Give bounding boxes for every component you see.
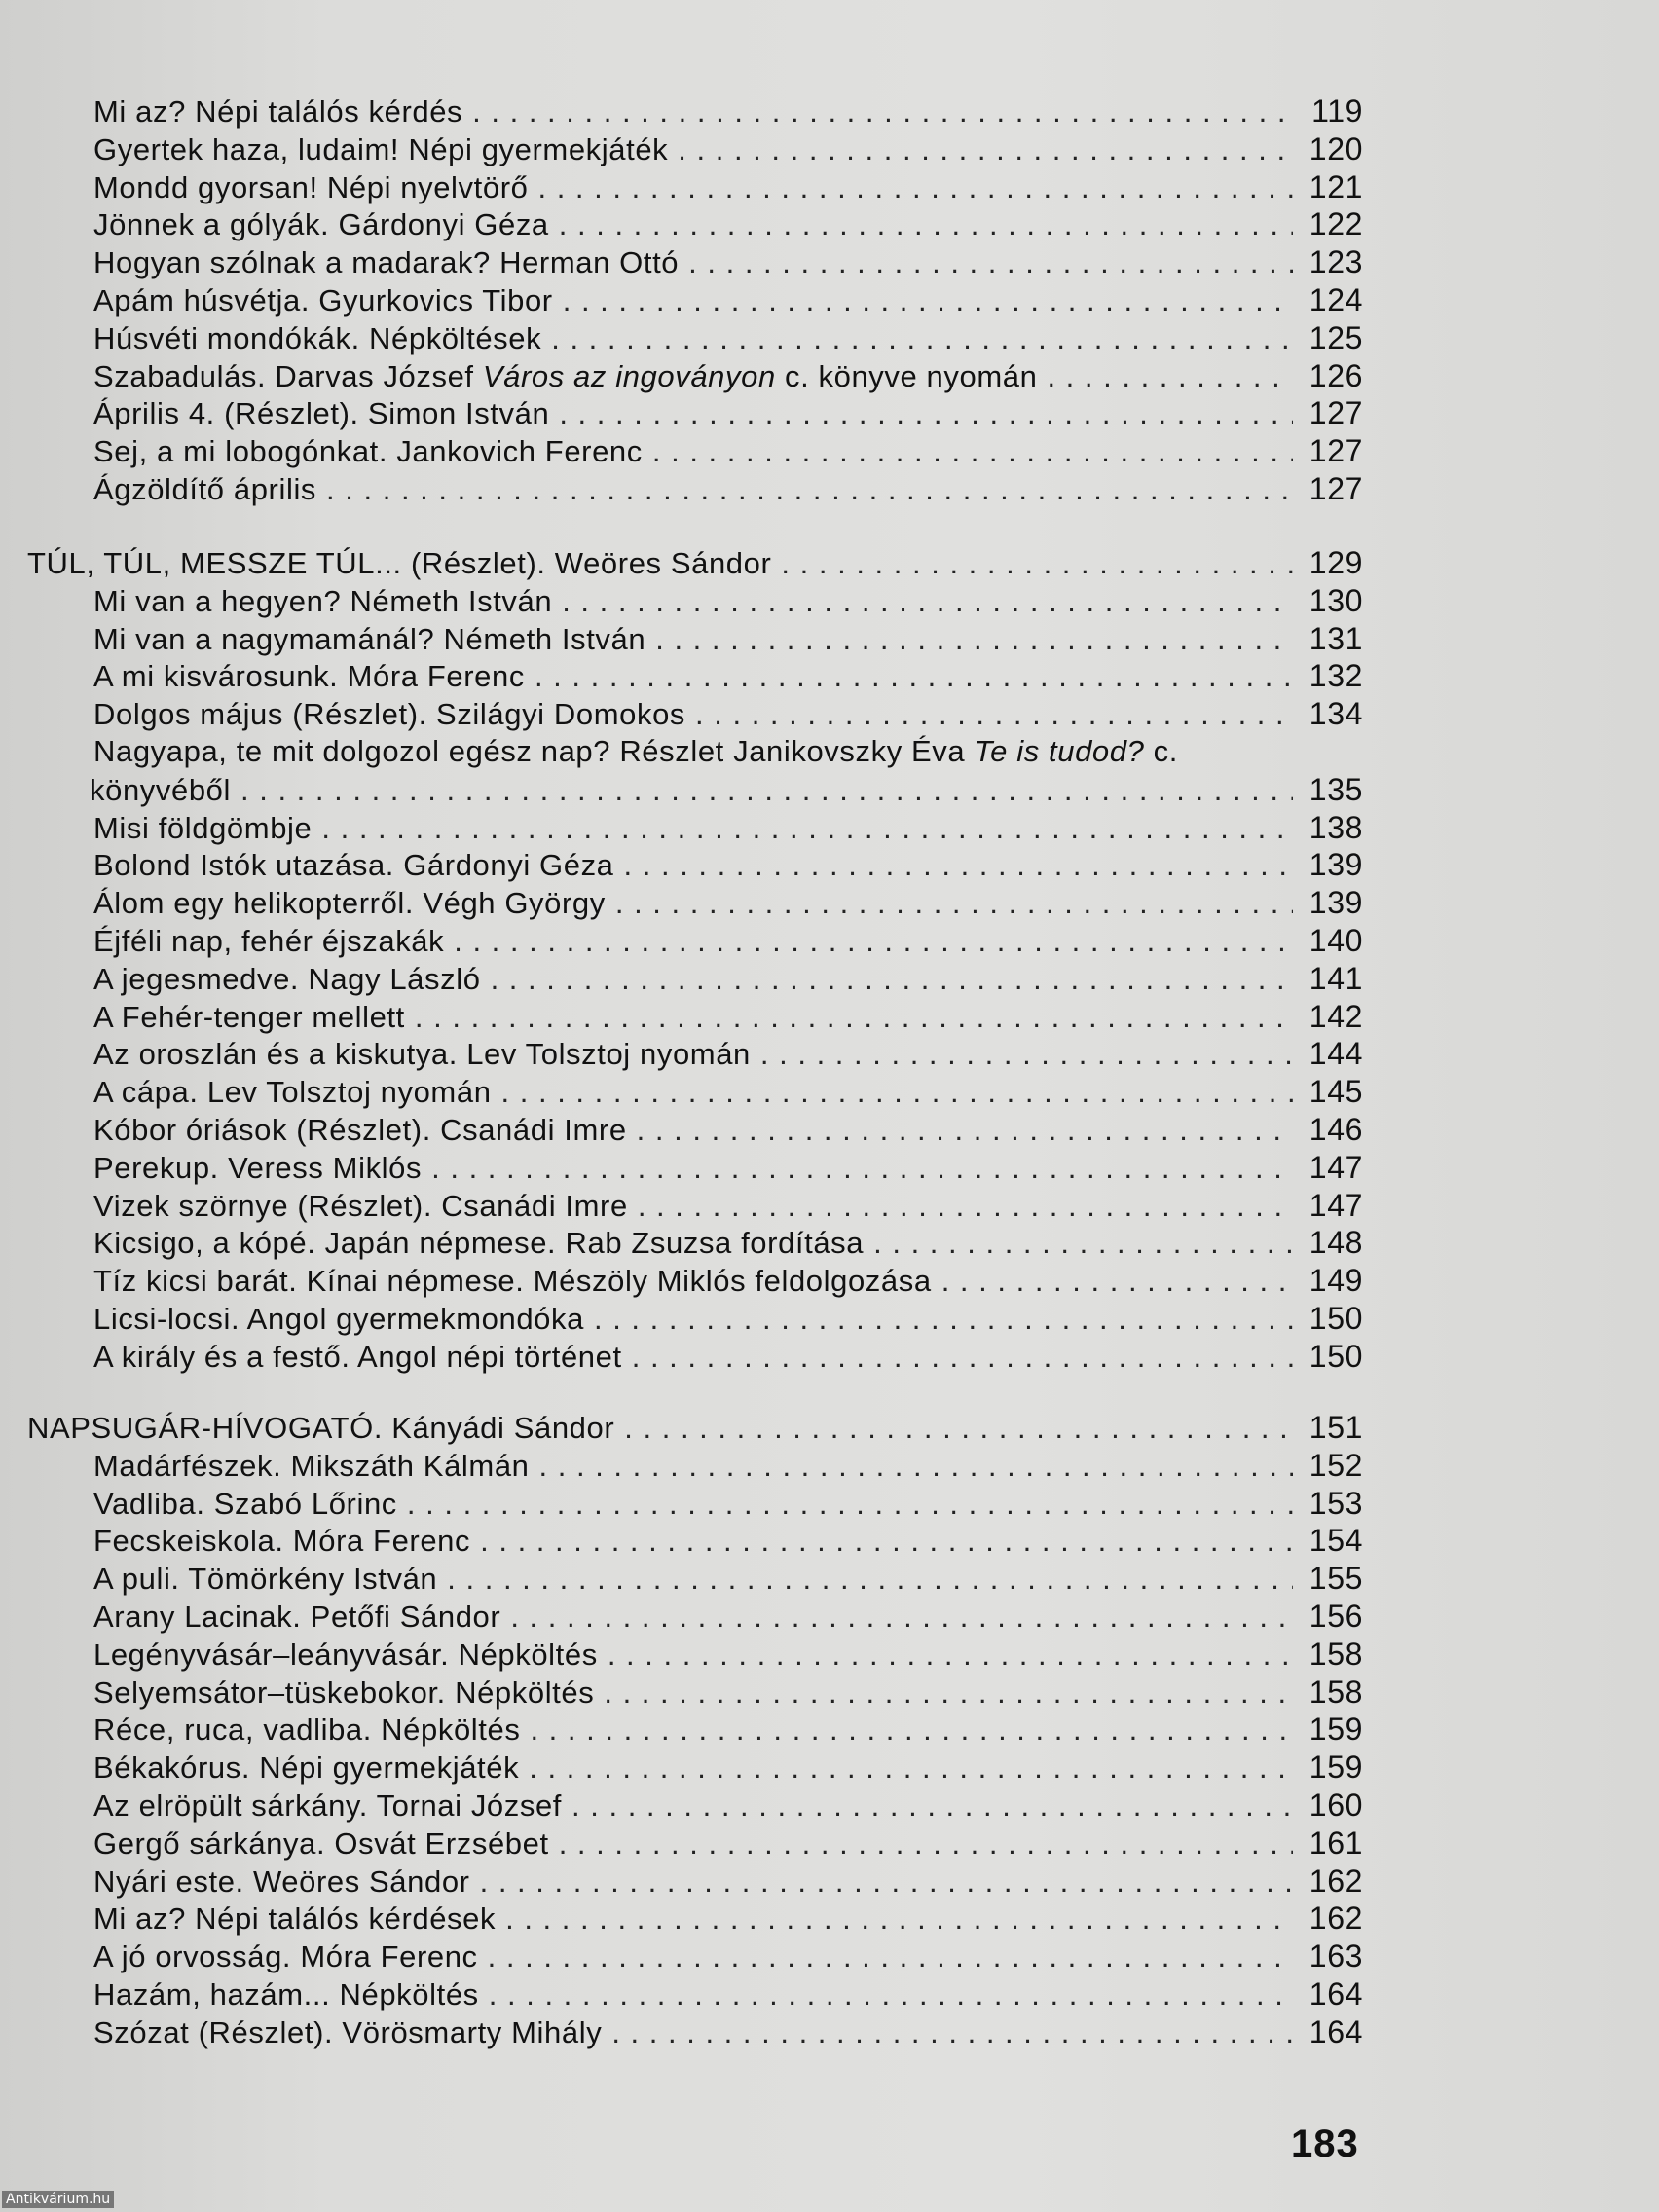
entry-title: Tíz kicsi barát. Kínai népmese. Mészöly Miklós feldolgozása bbox=[93, 1264, 932, 1299]
leader-dots bbox=[624, 1411, 1293, 1446]
entry-page-number: 127 bbox=[1309, 395, 1363, 431]
leader-dots bbox=[407, 1487, 1293, 1522]
entry-page-number: 135 bbox=[1309, 771, 1363, 807]
toc-entry bbox=[93, 885, 1363, 921]
toc-entry bbox=[93, 1339, 1363, 1375]
toc-entry bbox=[93, 1225, 1363, 1261]
entry-title: A cápa. Lev Tolsztoj nyomán bbox=[93, 1075, 492, 1110]
entry-title: Dolgos május (Részlet). Szilágyi Domokos bbox=[93, 697, 686, 732]
leader-dots bbox=[491, 962, 1293, 997]
toc-entry bbox=[93, 1599, 1363, 1635]
entry-page-number: 152 bbox=[1309, 1447, 1363, 1483]
entry-title: Az oroszlán és a kiskutya. Lev Tolsztoj nyomán bbox=[93, 1037, 751, 1072]
leader-dots bbox=[447, 1562, 1293, 1597]
entry-title: A mi kisvárosunk. Móra Ferenc bbox=[93, 659, 525, 694]
entry-title: Mi az? Népi találós kérdés bbox=[93, 94, 463, 129]
toc-entry bbox=[93, 169, 1363, 205]
toc-entry bbox=[93, 810, 1363, 846]
entry-title: A jó orvosság. Móra Ferenc bbox=[93, 1939, 478, 1974]
entry-title: Álom egy helikopterről. Végh György bbox=[93, 886, 606, 921]
entry-title: A király és a festő. Angol népi történet bbox=[93, 1339, 622, 1374]
leader-dots bbox=[480, 1864, 1293, 1899]
entry-title: TÚL, TÚL, MESSZE TÚL... (Részlet). Weöres Sándor bbox=[27, 546, 772, 580]
entry-page-number: 132 bbox=[1309, 658, 1363, 694]
entry-page-number: 121 bbox=[1309, 168, 1363, 204]
entry-page-number: 160 bbox=[1309, 1788, 1363, 1823]
entry-title: Sej, a mi lobogónkat. Jankovich Ferenc bbox=[93, 434, 643, 469]
page-number: 183 bbox=[1291, 2122, 1359, 2165]
leader-dots bbox=[510, 1600, 1293, 1635]
leader-dots bbox=[488, 1939, 1293, 1974]
leader-dots bbox=[535, 659, 1293, 694]
entry-title: Misi földgömbje bbox=[93, 810, 313, 845]
entry-page-number: 146 bbox=[1309, 1112, 1363, 1147]
toc-entry bbox=[93, 999, 1363, 1035]
entry-page-number: 149 bbox=[1309, 1263, 1363, 1299]
entry-title: Madárfészek. Mikszáth Kálmán bbox=[93, 1448, 530, 1483]
leader-dots bbox=[562, 584, 1293, 619]
leader-dots bbox=[501, 1075, 1293, 1110]
entry-page-number: 120 bbox=[1309, 130, 1363, 166]
entry-title: Réce, ruca, vadliba. Népköltés bbox=[93, 1713, 521, 1748]
toc-entry bbox=[93, 2014, 1363, 2050]
entry-page-number: 150 bbox=[1309, 1301, 1363, 1336]
entry-page-number: 155 bbox=[1309, 1561, 1363, 1597]
entry-title: Fecskeiskola. Móra Ferenc bbox=[93, 1524, 471, 1559]
entry-title: Kóbor óriások (Részlet). Csanádi Imre bbox=[93, 1113, 627, 1147]
toc-entry bbox=[93, 1523, 1363, 1559]
leader-dots bbox=[559, 1826, 1293, 1862]
entry-title: Mi van a hegyen? Németh István bbox=[93, 583, 553, 618]
leader-dots bbox=[454, 924, 1293, 959]
entry-page-number: 122 bbox=[1309, 206, 1363, 242]
entry-title: Húsvéti mondókák. Népköltések bbox=[93, 320, 542, 355]
leader-dots bbox=[537, 170, 1293, 205]
entry-title: Vizek szörnye (Részlet). Csanádi Imre bbox=[93, 1188, 628, 1223]
leader-dots bbox=[480, 1524, 1293, 1559]
toc-entry bbox=[93, 696, 1363, 732]
leader-dots bbox=[551, 321, 1293, 356]
entry-title: Mondd gyorsan! Népi nyelvtörő bbox=[93, 169, 529, 204]
entry-title: könyvéből bbox=[90, 772, 231, 807]
entry-title: Vadliba. Szabó Lőrinc bbox=[93, 1486, 397, 1521]
leader-dots bbox=[530, 1713, 1293, 1748]
entry-title: A jegesmedve. Nagy László bbox=[93, 961, 481, 996]
entry-page-number: 126 bbox=[1309, 357, 1363, 393]
entry-title: Bolond Istók utazása. Gárdonyi Géza bbox=[93, 848, 614, 883]
leader-dots bbox=[431, 1151, 1293, 1186]
toc-entry bbox=[93, 433, 1363, 469]
toc-entry bbox=[93, 1486, 1363, 1522]
entry-title: Éjféli nap, fehér éjszakák bbox=[93, 924, 445, 958]
toc-entry bbox=[93, 395, 1363, 431]
entry-title: Legényvásár–leányvásár. Népköltés bbox=[93, 1637, 598, 1672]
leader-dots bbox=[321, 811, 1293, 846]
leader-dots bbox=[240, 773, 1293, 808]
entry-page-number: 144 bbox=[1309, 1036, 1363, 1072]
leader-dots bbox=[615, 886, 1293, 921]
leader-dots bbox=[563, 283, 1293, 318]
toc-entry bbox=[93, 583, 1363, 619]
leader-dots bbox=[559, 396, 1293, 431]
entry-page-number: 139 bbox=[1309, 847, 1363, 883]
watermark: Antikvárium.hu bbox=[2, 2191, 114, 2208]
leader-dots bbox=[604, 1676, 1293, 1711]
entry-page-number: 129 bbox=[1309, 545, 1363, 580]
entry-page-number: 127 bbox=[1309, 433, 1363, 469]
section-heading bbox=[27, 1410, 1363, 1446]
toc-entry bbox=[93, 1976, 1363, 2012]
leader-dots bbox=[608, 1638, 1293, 1673]
entry-page-number: 139 bbox=[1309, 885, 1363, 921]
entry-page-number: 164 bbox=[1309, 1976, 1363, 2011]
leader-dots bbox=[326, 472, 1293, 507]
toc-entry bbox=[93, 1900, 1363, 1936]
entry-title: Hogyan szólnak a madarak? Herman Ottó bbox=[93, 245, 680, 280]
entry-page-number: 125 bbox=[1309, 319, 1363, 355]
leader-dots bbox=[1047, 359, 1293, 394]
leader-dots bbox=[688, 245, 1293, 280]
entry-title: Szózat (Részlet). Vörösmarty Mihály bbox=[93, 2014, 603, 2049]
entry-title: Perekup. Veress Miklós bbox=[93, 1150, 423, 1185]
entry-title: Selyemsátor–tüskebokor. Népköltés bbox=[93, 1675, 595, 1710]
leader-dots bbox=[638, 1189, 1293, 1224]
toc-entry bbox=[93, 1561, 1363, 1597]
toc-entry bbox=[93, 1637, 1363, 1673]
toc-entry bbox=[93, 471, 1363, 507]
entry-page-number: 159 bbox=[1309, 1750, 1363, 1786]
toc-entry bbox=[93, 93, 1363, 129]
toc-entry bbox=[93, 131, 1363, 167]
entry-page-number: 164 bbox=[1309, 2013, 1363, 2049]
entry-page-number: 161 bbox=[1309, 1825, 1363, 1861]
toc-entry bbox=[93, 1448, 1363, 1484]
toc-entry bbox=[93, 244, 1363, 280]
entry-page-number: 147 bbox=[1309, 1187, 1363, 1223]
entry-title: Szabadulás. Darvas József Város az ingoványon c. könyve nyomán bbox=[93, 358, 1038, 393]
leader-dots bbox=[559, 207, 1293, 242]
entry-title: Gyertek haza, ludaim! Népi gyermekjáték bbox=[93, 131, 669, 166]
toc-entry bbox=[93, 1112, 1363, 1148]
leader-dots bbox=[472, 94, 1293, 129]
toc-entry bbox=[93, 658, 1363, 694]
toc-entry bbox=[93, 1675, 1363, 1711]
entry-title: NAPSUGÁR-HÍVOGATÓ. Kányádi Sándor bbox=[27, 1411, 615, 1445]
leader-dots bbox=[652, 434, 1293, 469]
leader-dots bbox=[781, 546, 1293, 581]
entry-page-number: 156 bbox=[1309, 1599, 1363, 1634]
leader-dots bbox=[695, 697, 1293, 732]
toc-entry bbox=[93, 1825, 1363, 1862]
entry-page-number: 153 bbox=[1309, 1485, 1363, 1521]
entry-page-number: 150 bbox=[1309, 1338, 1363, 1374]
toc-entry bbox=[93, 961, 1363, 997]
entry-title: Licsi-locsi. Angol gyermekmondóka bbox=[93, 1302, 584, 1336]
entry-title: Mi van a nagymamánál? Németh István bbox=[93, 621, 646, 656]
leader-dots bbox=[594, 1302, 1293, 1337]
toc-entry bbox=[93, 1788, 1363, 1824]
toc-entry bbox=[93, 1712, 1363, 1748]
leader-dots bbox=[539, 1449, 1293, 1484]
entry-title: Arany Lacinak. Petőfi Sándor bbox=[93, 1600, 501, 1634]
entry-title: A Fehér-tenger mellett bbox=[93, 999, 405, 1034]
toc-entry bbox=[93, 282, 1363, 318]
leader-dots bbox=[632, 1340, 1293, 1375]
entry-page-number: 131 bbox=[1309, 620, 1363, 656]
toc-entry bbox=[93, 847, 1363, 883]
toc-entry bbox=[93, 1150, 1363, 1186]
entry-page-number: 145 bbox=[1309, 1074, 1363, 1110]
entry-page-number: 151 bbox=[1309, 1410, 1363, 1445]
entry-page-number: 127 bbox=[1309, 471, 1363, 506]
toc-entry bbox=[93, 206, 1363, 242]
toc-entry bbox=[93, 1301, 1363, 1337]
leader-dots bbox=[760, 1037, 1293, 1072]
entry-page-number: 162 bbox=[1309, 1862, 1363, 1899]
entry-title: Jönnek a gólyák. Gárdonyi Géza bbox=[93, 207, 549, 242]
leader-dots bbox=[611, 2015, 1293, 2050]
leader-dots bbox=[678, 132, 1293, 167]
toc-entry bbox=[93, 1263, 1363, 1299]
entry-page-number: 123 bbox=[1309, 244, 1363, 280]
leader-dots bbox=[941, 1264, 1293, 1299]
leader-dots bbox=[489, 1977, 1293, 2012]
toc-entry bbox=[93, 1938, 1363, 1974]
entry-page-number: 134 bbox=[1309, 696, 1363, 732]
entry-page-number: 159 bbox=[1309, 1712, 1363, 1748]
entry-page-number: 154 bbox=[1309, 1523, 1363, 1559]
toc-entry bbox=[93, 621, 1363, 657]
section-heading bbox=[27, 545, 1363, 581]
entry-title: Hazám, hazám... Népköltés bbox=[93, 1977, 479, 2011]
entry-title: Apám húsvétja. Gyurkovics Tibor bbox=[93, 283, 553, 317]
entry-page-number: 141 bbox=[1309, 960, 1363, 996]
leader-dots bbox=[505, 1901, 1293, 1936]
toc-entry bbox=[93, 1750, 1363, 1786]
toc-entry bbox=[93, 1036, 1363, 1072]
leader-dots bbox=[529, 1751, 1293, 1786]
toc-entry bbox=[93, 1188, 1363, 1224]
entry-page-number: 158 bbox=[1309, 1636, 1363, 1672]
leader-dots bbox=[655, 622, 1293, 657]
leader-dots bbox=[624, 848, 1293, 883]
leader-dots bbox=[637, 1113, 1293, 1148]
entry-title: Békakórus. Népi gyermekjáték bbox=[93, 1751, 520, 1786]
entry-title: Ágzöldítő április bbox=[93, 472, 317, 506]
entry-title-first-line: Nagyapa, te mit dolgozol egész nap? Részlet Janikovszky Éva Te is tudod? c. bbox=[93, 734, 1178, 768]
entry-title: Gergő sárkánya. Osvát Erzsébet bbox=[93, 1825, 549, 1861]
entry-page-number: 147 bbox=[1309, 1149, 1363, 1185]
entry-page-number: 163 bbox=[1309, 1938, 1363, 1974]
entry-page-number: 130 bbox=[1309, 582, 1363, 618]
entry-title: Április 4. (Részlet). Simon István bbox=[93, 396, 550, 431]
entry-title: Mi az? Népi találós kérdések bbox=[93, 1901, 497, 1936]
leader-dots bbox=[571, 1788, 1293, 1824]
entry-title: A puli. Tömörkény István bbox=[93, 1562, 438, 1597]
toc-entry bbox=[93, 923, 1363, 959]
entry-page-number: 124 bbox=[1309, 282, 1363, 317]
entry-page-number: 140 bbox=[1309, 923, 1363, 958]
toc-entry bbox=[93, 1074, 1363, 1110]
toc-entry bbox=[93, 1863, 1363, 1899]
toc-entry bbox=[93, 358, 1363, 394]
toc-entry bbox=[93, 320, 1363, 356]
entry-page-number: 162 bbox=[1309, 1900, 1363, 1936]
toc-entry bbox=[90, 772, 1363, 808]
entry-page-number: 119 bbox=[1311, 93, 1363, 129]
entry-page-number: 138 bbox=[1309, 809, 1363, 845]
entry-title: Nyári este. Weöres Sándor bbox=[93, 1863, 470, 1899]
entry-title: Az elröpült sárkány. Tornai József bbox=[93, 1788, 563, 1823]
entry-page-number: 142 bbox=[1309, 998, 1363, 1034]
leader-dots bbox=[873, 1226, 1293, 1261]
entry-page-number: 148 bbox=[1309, 1225, 1363, 1261]
entry-page-number: 158 bbox=[1309, 1674, 1363, 1710]
leader-dots bbox=[415, 1000, 1293, 1035]
entry-title: Kicsigo, a kópé. Japán népmese. Rab Zsuzsa fordítása bbox=[93, 1226, 865, 1261]
